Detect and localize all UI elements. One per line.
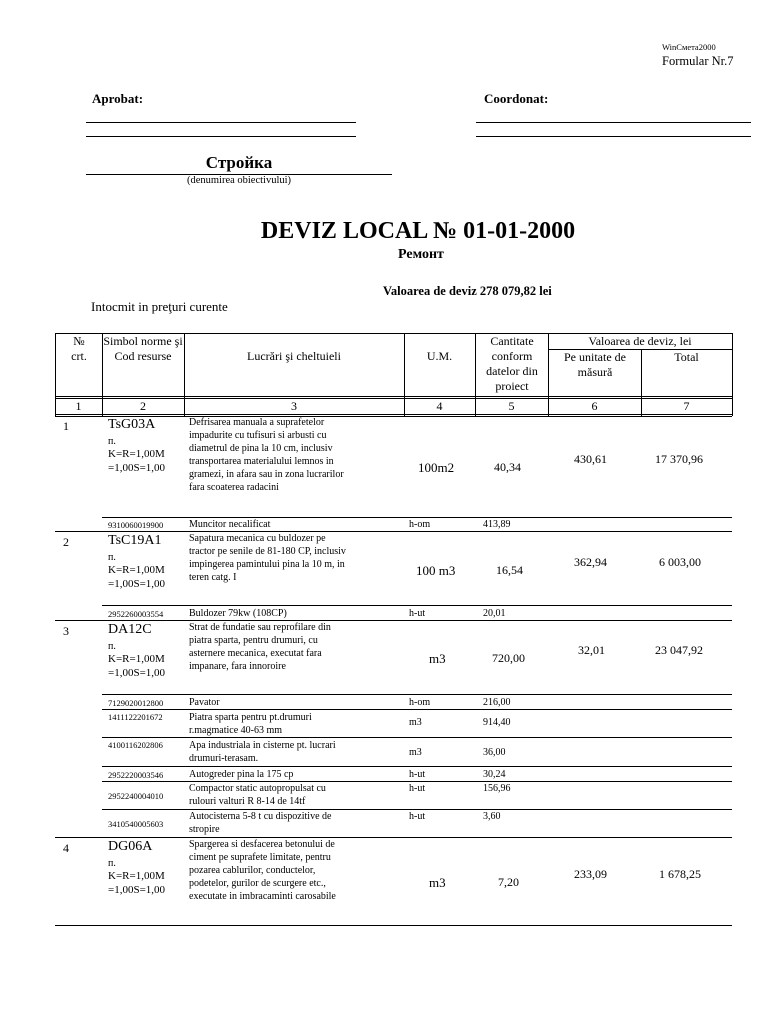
item-unit-price: 362,94 (574, 555, 607, 569)
item-code: TsG03A (108, 417, 156, 432)
approved-label: Aprobat: (92, 91, 144, 106)
resource-name: Apa industriala in cisterne pt. lucrari drumuri-terasam. (189, 740, 336, 764)
col-total-header: Total (674, 350, 699, 364)
item-description: Strat de fundatie sau reprofilare din piatra sparta, pentru drumuri, cu asternere mecanica, executat fara impanare, fara innoroire (189, 622, 331, 672)
col-works-header: Lucrări şi cheltuieli (247, 349, 341, 363)
col-value-group-header: Valoarea de deviz, lei (588, 334, 692, 348)
object-name: Стройка (205, 153, 273, 172)
resource-name: Pavator (189, 697, 220, 708)
resource-code: 9310060019900 (108, 520, 164, 530)
item-code: DA12C (108, 622, 152, 637)
item-qty: 720,00 (492, 651, 525, 665)
item-um: 100 m3 (416, 563, 456, 578)
resource-um: m3 (409, 747, 422, 758)
resource-code: 1411122201672 (108, 712, 163, 722)
object-caption: (denumirea obiectivului) (186, 175, 292, 186)
item-coef: =1,00S=1,00 (108, 578, 166, 590)
coordinated-line-2 (476, 136, 751, 137)
item-coef: п. (108, 436, 116, 447)
document-subtitle: Ремонт (398, 247, 444, 262)
resource-name: Muncitor necalificat (189, 519, 271, 530)
col-number: 4 (436, 399, 443, 413)
col-number: 7 (683, 399, 690, 413)
col-symbol-header: Simbol norme şi Cod resurse (103, 334, 183, 363)
item-coef: K=R=1,00M (108, 870, 165, 882)
resource-um: h-ut (409, 783, 426, 794)
item-um: m3 (429, 875, 446, 890)
resource-name: Autocisterna 5-8 t cu dispozitive de stropire (189, 811, 332, 835)
item-unit-price: 430,61 (574, 452, 607, 466)
resource-qty: 3,60 (483, 811, 501, 822)
col-number: 6 (591, 399, 598, 413)
software-label: WinСмета2000 (662, 42, 716, 52)
item-um: 100m2 (418, 460, 455, 475)
resource-code: 7129020012800 (108, 698, 164, 708)
resource-qty: 20,01 (483, 608, 506, 619)
item-number: 3 (63, 624, 69, 638)
item-unit-price: 233,09 (574, 867, 607, 881)
item-description: Defrisarea manuala a suprafetelor impadurite cu tufisuri si arbusti cu diametrul de pina la 10 cm, inclusiv transportarea materialului lemnos in gramezi, in afara sau in zona lucrarilor fara scoaterea radacini (189, 417, 344, 493)
resource-name: Buldozer 79kw (108CP) (189, 608, 287, 619)
item-description: Sapatura mecanica cu buldozer pe tractor pe senile de 81-180 CP, inclusiv impingerea pamintului pina la 10 m, in teren catg. I (189, 533, 346, 583)
col-number: 5 (508, 399, 515, 413)
resource-qty: 914,40 (483, 717, 511, 728)
item-code: DG06A (108, 839, 153, 854)
col-number: 2 (140, 399, 146, 413)
resource-um: h-om (409, 697, 431, 708)
resource-name: Autogreder pina la 175 cp (189, 769, 294, 780)
resource-qty: 413,89 (483, 519, 511, 530)
item-qty: 16,54 (496, 563, 523, 577)
col-qty-header: Cantitate conform datelor din proiect (486, 334, 538, 393)
resource-qty: 216,00 (483, 697, 511, 708)
resource-code: 2952240004010 (108, 791, 164, 801)
item-code: TsC19A1 (108, 533, 162, 548)
item-coef: =1,00S=1,00 (108, 667, 166, 679)
item-coef: K=R=1,00M (108, 564, 165, 576)
prices-note: Intocmit in preţuri curente (91, 299, 228, 314)
item-coef: =1,00S=1,00 (108, 462, 166, 474)
resource-um: h-om (409, 519, 431, 530)
resource-qty: 156,96 (483, 783, 511, 794)
item-qty: 40,34 (494, 460, 521, 474)
coordinated-line-1 (476, 122, 751, 123)
item-unit-price: 32,01 (578, 643, 605, 657)
item-total: 6 003,00 (659, 555, 701, 569)
approved-line-1 (86, 122, 356, 123)
document-title: DEVIZ LOCAL № 01-01-2000 (260, 218, 576, 244)
form-number: Formular Nr.7 (662, 54, 734, 68)
resource-code: 2952260003554 (108, 609, 164, 619)
resource-code: 2952220003546 (108, 770, 164, 780)
approved-line-2 (86, 136, 356, 137)
item-total: 1 678,25 (659, 867, 701, 881)
col-number: 3 (291, 399, 297, 413)
resource-um: h-ut (409, 769, 426, 780)
item-coef: п. (108, 858, 116, 869)
estimate-value: Valoarea de deviz 278 079,82 lei (383, 284, 552, 298)
resource-code: 4100116202806 (108, 740, 163, 750)
resource-code: 3410540005603 (108, 819, 164, 829)
col-number: 1 (75, 399, 82, 413)
resource-um: h-ut (409, 608, 426, 619)
item-number: 1 (63, 419, 69, 433)
resource-qty: 36,00 (483, 747, 506, 758)
col-um-header: U.M. (426, 349, 453, 363)
col-nr-header: № crt. (71, 334, 87, 363)
item-coef: =1,00S=1,00 (108, 884, 166, 896)
item-coef: п. (108, 552, 116, 563)
resource-qty: 30,24 (483, 769, 506, 780)
item-total: 17 370,96 (655, 452, 703, 466)
item-coef: K=R=1,00M (108, 448, 165, 460)
item-um: m3 (429, 651, 446, 666)
coordinated-label: Coordonat: (484, 91, 549, 106)
item-qty: 7,20 (498, 875, 519, 889)
item-coef: п. (108, 641, 116, 652)
item-coef: K=R=1,00M (108, 653, 165, 665)
resource-um: m3 (409, 717, 422, 728)
item-number: 4 (63, 841, 69, 855)
resource-name: Piatra sparta pentru pt.drumuri r.magmatice 40-63 mm (189, 712, 312, 736)
resource-name: Compactor static autopropulsat cu rulouri valturi R 8-14 de 14tf (189, 783, 326, 807)
item-description: Spargerea si desfacerea betonului de ciment pe suprafete limitate, pentru pozarea cablurilor, conductelor, podetelor, gurilor de scurgere etc., executate in imbracaminti carosabile (189, 839, 336, 902)
item-number: 2 (63, 535, 69, 549)
item-total: 23 047,92 (655, 643, 703, 657)
resource-um: h-ut (409, 811, 426, 822)
col-unit-price-header: Pe unitate de măsură (564, 350, 626, 379)
